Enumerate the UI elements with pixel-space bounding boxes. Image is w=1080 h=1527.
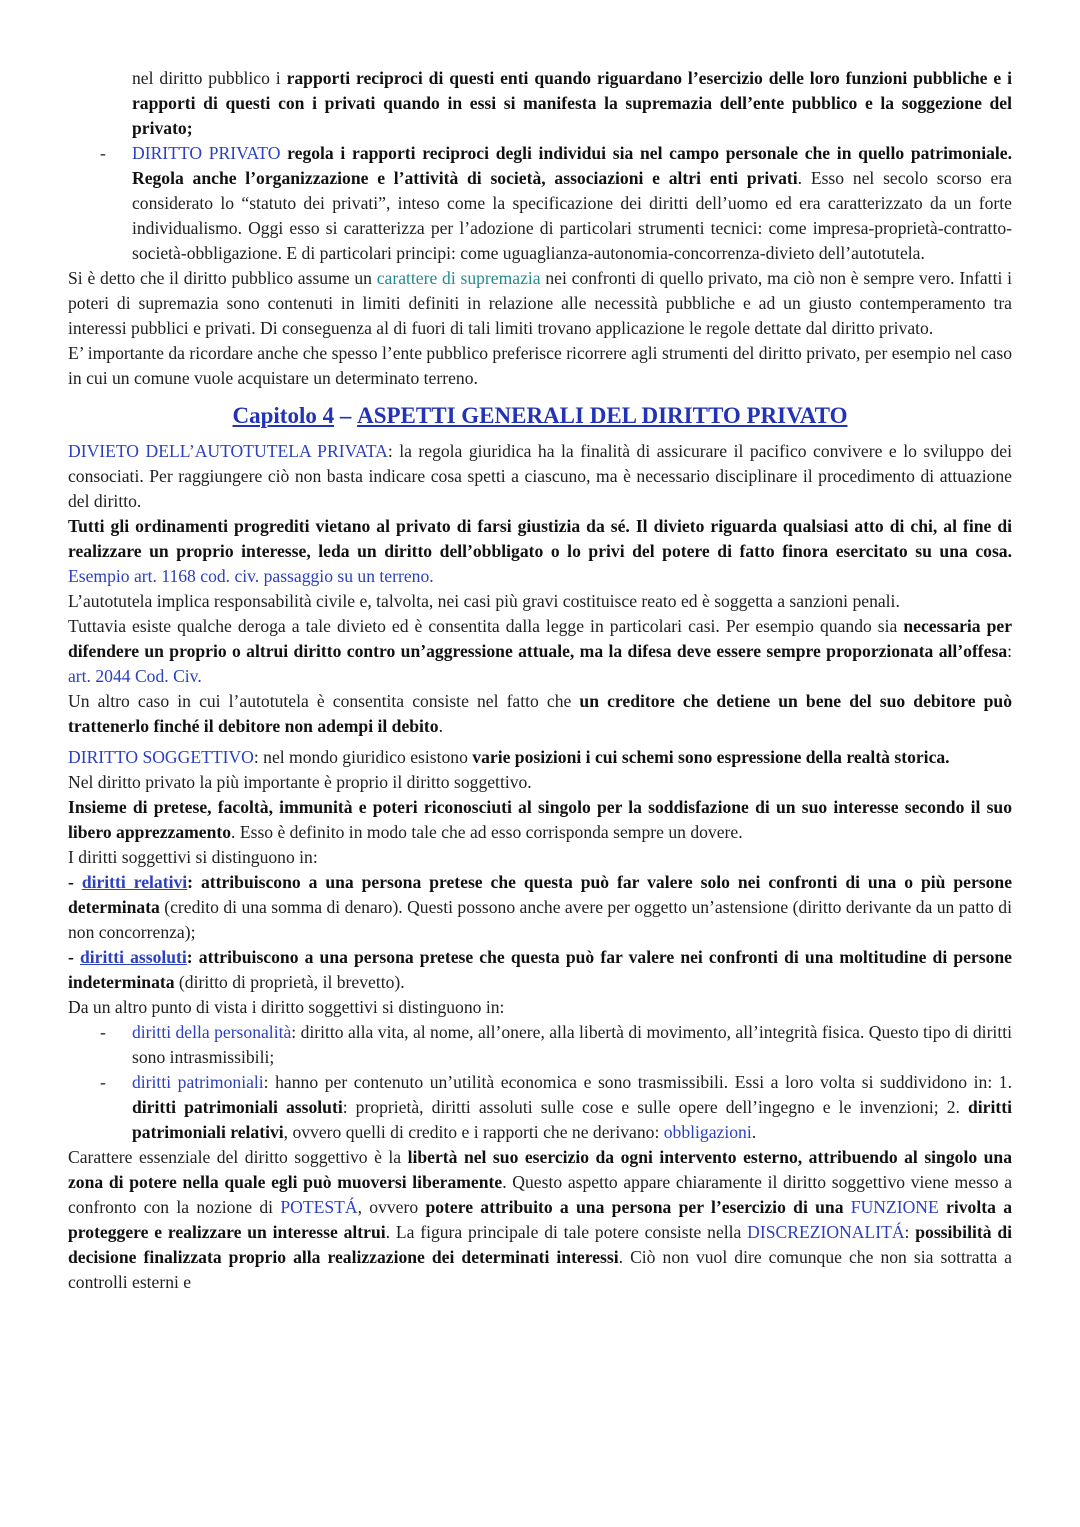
term-diritto-privato: DIRITTO PRIVATO: [132, 143, 281, 163]
paragraph-distinzione: I diritti soggettivi si distinguono in:: [68, 847, 318, 867]
ref-art-2044: art. 2044 Cod. Civ.: [68, 666, 202, 686]
paragraph-responsabilita: L’autotutela implica responsabilità civile e, talvolta, nei casi più gravi costituisce reato ed è soggetta a sanzioni penali.: [68, 591, 900, 611]
paragraph-altro-punto: Da un altro punto di vista i diritto soggettivi si distinguono in:: [68, 997, 505, 1017]
paragraph-diritto-pubblico: nel diritto pubblico i rapporti reciproci di questi enti quando riguardano l’esercizio delle loro funzioni pubbliche e i rapporti di questi con i privati quando in essi si manifesta la supremazia dell’ente pubblico e la soggezione del privato;: [132, 68, 1012, 138]
term-diritti-patrimoniali: diritti patrimoniali: [132, 1072, 264, 1092]
paragraph-diritto-soggettivo: DIRITTO SOGGETTIVO: nel mondo giuridico esistono varie posizioni i cui schemi sono espressione della realtà storica.: [68, 747, 950, 767]
term-funzione: FUNZIONE: [850, 1197, 939, 1217]
paragraph-supremazia: Si è detto che il diritto pubblico assume un carattere di supremazia nei confronti di quello privato, ma ciò non è sempre vero. Infatti i poteri di supremazia sono contenuti in limiti definiti in relazione alle necessità pubbliche e ad un giusto contemperamento tra interessi pubblici e privati. Di conseguenza al di fuori di tali limiti trovano applicazione le regole dettate dal diritto privato.: [68, 268, 1012, 338]
term-diritti-assoluti: diritti assoluti: [79, 947, 187, 967]
term-discrezionalita: DISCREZIONALITÁ: [747, 1222, 905, 1242]
term-potesta: POTESTÁ: [280, 1197, 358, 1217]
list-item-diritto-privato: - DIRITTO PRIVATO regola i rapporti reciproci degli individui sia nel campo personale che in quello patrimoniale. Regola anche l’organizzazione e l’attività di società, associazioni e altri enti privati. Esso nel secolo scorso era considerato lo “statuto dei privati”, inteso come la specificazione dei diritti dell’uomo ed era caratterizzato da un forte individualismo. Oggi esso si caratterizza per l’adozione di particolari strumenti tecnici: come impresa-proprietà-contratto-società-obbligazione. E di particolari principi: come uguaglianza-autonomia-concorrenza-divieto dell’autotutela.: [68, 141, 1012, 266]
term-diritto-soggettivo: DIRITTO SOGGETTIVO: [68, 747, 254, 767]
paragraph-carattere-essenziale: Carattere essenziale del diritto soggettivo è la libertà nel suo esercizio da ogni intervento esterno, attribuendo al singolo una zona di potere nella quale egli può muoversi liberamente. Questo aspetto appare chiaramente il diritto soggettivo viene messo a confronto con la nozione di POTESTÁ, ovvero potere attribuito a una persona per l’esercizio di una FUNZIONE rivolta a proteggere e realizzare un interesse altrui. La figura principale di tale potere consiste nella DISCREZIONALITÁ: possibilità di decisione finalizzata proprio alla realizzazione dei determinati interessi. Ciò non vuol dire comunque che non sia sottratta a controlli esterni e: [68, 1147, 1012, 1292]
term-obbligazioni: obbligazioni: [663, 1122, 752, 1142]
paragraph-piu-importante: Nel diritto privato la più importante è proprio il diritto soggettivo.: [68, 772, 532, 792]
paragraph-creditore: Un altro caso in cui l’autotutela è consentita consiste nel fatto che un creditore che detiene un bene del suo debitore può trattenerlo finché il debitore non adempi il debito.: [68, 691, 1012, 736]
term-carattere-supremazia: carattere di supremazia: [376, 268, 541, 288]
list-item-diritti-assoluti: - diritti assoluti: attribuiscono a una persona pretese che questa può far valere nei confronti di una moltitudine di persone indeterminata (diritto di proprietà, il brevetto).: [68, 947, 1012, 992]
term-diritti-personalita: diritti della personalità: [132, 1022, 292, 1042]
paragraph-definizione: Insieme di pretese, facoltà, immunità e poteri riconosciuti al singolo per la soddisfazione di un suo interesse secondo il suo libero apprezzamento. Esso è definito in modo tale che ad esso corrisponda sempre un dovere.: [68, 797, 1012, 842]
chapter-heading: Capitolo 4 – ASPETTI GENERALI DEL DIRITTO PRIVATO: [232, 403, 848, 428]
list-item-diritti-relativi: - diritti relativi: attribuiscono a una persona pretese che questa può far valere solo nei confronti di una o più persone determinata (credito di una somma di denaro). Questi possono anche avere per oggetto un’astensione (diritto derivante da un patto di non concorrenza);: [68, 872, 1013, 942]
chapter-title: ASPETTI GENERALI DEL DIRITTO PRIVATO: [357, 403, 848, 428]
term-diritti-relativi: diritti relativi: [81, 872, 188, 892]
list-item-patrimoniali: - diritti patrimoniali: hanno per contenuto un’utilità economica e sono trasmissibili. Essi a loro volta si suddividono in: 1. diritti patrimoniali assoluti: proprietà, diritti assoluti sulle cose e sulle opere dell’ingegno e le invenzioni; 2. diritti patrimoniali relativi, ovvero quelli di credito e i rapporti che ne derivano: obbligazioni.: [68, 1070, 1012, 1145]
example-art-1168: Esempio art. 1168 cod. civ. passaggio su un terreno: [68, 566, 430, 586]
paragraph-ente-pubblico: E’ importante da ricordare anche che spesso l’ente pubblico preferisce ricorrere agli strumenti del diritto privato, per esempio nel caso in cui un comune vuole acquistare un determinato terreno.: [68, 343, 1012, 388]
paragraph-divieto-autotutela: DIVIETO DELL’AUTOTUTELA PRIVATA: la regola giuridica ha la finalità di assicurare il pacifico convivere e lo sviluppo dei consociati. Per raggiungere ciò non basta indicare cosa spetti a ciascuno, ma è necessario disciplinare il procedimento di attuazione del diritto.: [68, 441, 1012, 511]
chapter-number: Capitolo 4: [232, 403, 335, 428]
list-item-personalita: - diritti della personalità: diritto alla vita, al nome, all’onere, alla libertà di movimento, all’integrità fisica. Questo tipo di diritti sono intrasmissibili;: [68, 1020, 1012, 1070]
paragraph-deroga: Tuttavia esiste qualche deroga a tale divieto ed è consentita dalla legge in particolari casi. Per esempio quando sia necessaria per difendere un proprio o altrui diritto contro un’aggressione attuale, ma la difesa deve essere sempre proporzionata all’offesa: art. 2044 Cod. Civ.: [68, 616, 1012, 686]
term-divieto-autotutela: DIVIETO DELL’AUTOTUTELA PRIVATA: [68, 441, 388, 461]
paragraph-ordinamenti: Tutti gli ordinamenti progrediti vietano al privato di farsi giustizia da sé. Il divieto riguarda qualsiasi atto di chi, al fine di realizzare un proprio interesse, leda un diritto dell’obbligato o lo privi del potere di fatto finora esercitato su una cosa. Esempio art. 1168 cod. civ. passaggio su un terreno.: [68, 516, 1012, 586]
